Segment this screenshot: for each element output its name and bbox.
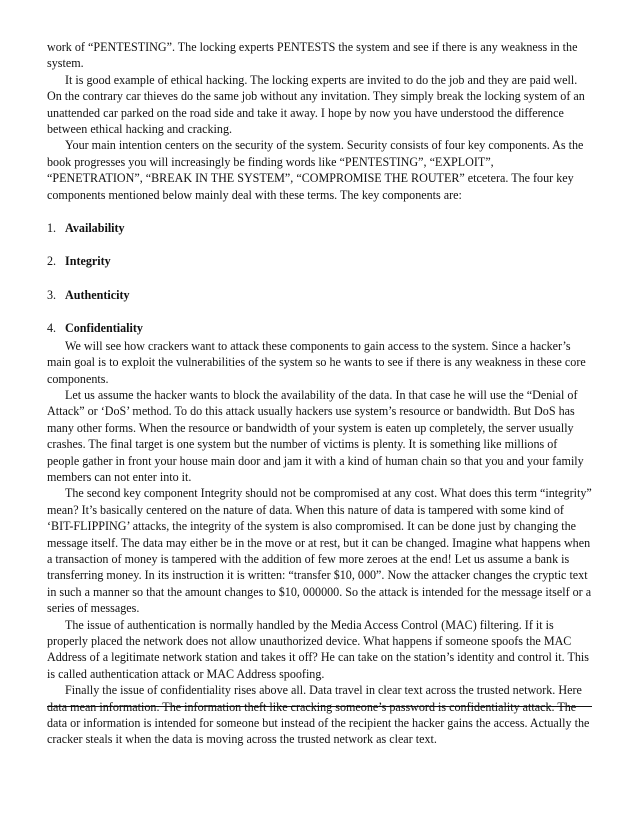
paragraph-availability-dos: Let us assume the hacker wants to block the availability of the data. In that case he will use the “Denial of Attack” or ‘DoS’ method. To do this attack usually hackers use system’s resource or bandwidth. But DoS has many other forms. When the resource or bandwidth of your system is eaten up completely, the server usually crashes. The final target is one system but the number of victims is plenty. It is something like millions of people gather in front your house main door and jam it with a kind of human chain so that you and your family members can not enter into it. [47, 387, 584, 484]
list-item-availability [47, 220, 592, 236]
key-components-list [47, 220, 592, 337]
list-number: 1. [47, 221, 57, 236]
list-number: 2. [47, 254, 57, 269]
list-item-confidentiality [47, 320, 592, 336]
list-term: Integrity [65, 254, 111, 269]
list-number: 3. [47, 287, 57, 302]
list-number: 4. [47, 321, 57, 336]
list-item-integrity [47, 253, 592, 269]
paragraph-integrity: The second key component Integrity should not be compromised at any cost. What does this term “integrity” mean? It’s basically centered on the nature of data. When this nature of data is tampered with some kind of ‘BIT-FLIPPING’ attacks, the integrity of the system is also compromised. It can be done just by changing the message itself. The data may either be in the move or at rest, but it can be changed. Imagine what happens when a transaction of money is tampered with the addition of few more zeroes at the end! Let us assume a bank is transferring money. In its instruction it is written: “transfer $10, 000”. Now the attacker changes the cryptic text in such a manner so that the amount changes to $10, 000000. So the attack is intended for the message itself or a series of messages. [47, 486, 592, 616]
paragraph-crackers-attack: We will see how crackers want to attack these components to gain access to the system. Since a hacker’s main goal is to exploit the vulnerabilities of the system so he wants to see if there is any weakness in these core components. [47, 338, 586, 386]
document-page [47, 39, 592, 748]
list-term: Authenticity [65, 287, 130, 302]
page-bottom-rule [47, 706, 592, 707]
intro-section [47, 39, 592, 203]
paragraph-security-components: Your main intention centers on the security of the system. Security consists of four key components. As the book progresses you will increasingly be finding words like “PENTESTING”, “EXPLOIT”, “PENETRATION”, “BREAK IN THE SYSTEM”, “COMPROMISE THE ROUTER” etcetera. The four key components mentioned below mainly deal with these terms. The key components are: [47, 138, 584, 202]
discussion-section [47, 338, 592, 748]
paragraph-ethical-hacking: It is good example of ethical hacking. The locking experts are invited to do the job and they are paid well. On the contrary car thieves do the same job without any invitation. They simply break the locking system of an unattended car parked on the road side and take it away. I hope by now you have understood the difference between ethical hacking and cracking. [47, 72, 585, 137]
paragraph-pentesting-continuation: work of “PENTESTING”. The locking experts PENTESTS the system and see if there is any weakness in the system. [47, 40, 578, 71]
list-term: Confidentiality [65, 321, 143, 336]
paragraph-authentication: The issue of authentication is normally handled by the Media Access Control (MAC) filtering. If it is properly placed the network does not allow unauthorized device. What happens if someone spoofs the MAC Address of a legitimate network station and takes it off? He can take on the station’s identity and control it. This is called authentication attack or MAC Address spoofing. [47, 617, 589, 681]
paragraph-confidentiality: Finally the issue of confidentiality rises above all. Data travel in clear text across the trusted network. Here data mean information. The information theft like cracking someone’s password is confidentiality attack. The data or information is intended for someone but instead of the recipient the hacker gains the access. Actually the cracker steals it when the data is moving across the trusted network as clear text. [47, 683, 590, 747]
list-term: Availability [65, 221, 125, 236]
list-item-authenticity [47, 287, 592, 303]
